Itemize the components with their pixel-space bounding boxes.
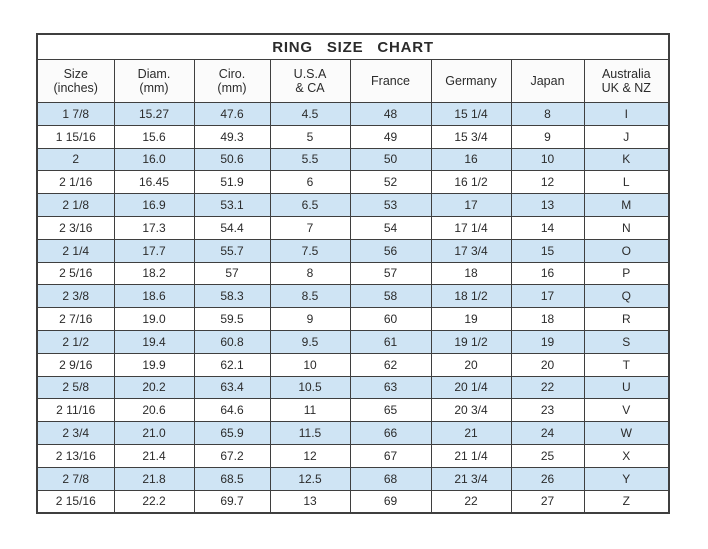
- table-cell-diam-mm: 18.6: [114, 285, 194, 308]
- table-cell-germany: 16 1/2: [431, 171, 511, 194]
- table-cell-germany: 20 1/4: [431, 376, 511, 399]
- table-cell-usa-ca: 7: [270, 216, 350, 239]
- table-cell-usa-ca: 8: [270, 262, 350, 285]
- table-cell-australia-uk-nz: Q: [584, 285, 669, 308]
- table-cell-germany: 17 1/4: [431, 216, 511, 239]
- table-cell-australia-uk-nz: M: [584, 194, 669, 217]
- table-row: [37, 125, 669, 148]
- table-cell-ciro-mm: 49.3: [194, 125, 270, 148]
- table-cell-size-inches: 2 3/8: [37, 285, 114, 308]
- table-cell-ciro-mm: 58.3: [194, 285, 270, 308]
- table-cell-size-inches: 2 9/16: [37, 353, 114, 376]
- table-cell-japan: 16: [511, 262, 584, 285]
- table-cell-diam-mm: 15.27: [114, 103, 194, 126]
- column-header-diam-mm: Diam. (mm): [114, 60, 194, 103]
- table-cell-usa-ca: 7.5: [270, 239, 350, 262]
- table-cell-japan: 9: [511, 125, 584, 148]
- table-cell-germany: 20: [431, 353, 511, 376]
- table-cell-usa-ca: 5: [270, 125, 350, 148]
- table-cell-size-inches: 2: [37, 148, 114, 171]
- table-cell-australia-uk-nz: X: [584, 444, 669, 467]
- table-cell-france: 57: [350, 262, 431, 285]
- table-cell-size-inches: 2 1/4: [37, 239, 114, 262]
- table-cell-japan: 15: [511, 239, 584, 262]
- table-cell-usa-ca: 5.5: [270, 148, 350, 171]
- table-cell-size-inches: 2 3/16: [37, 216, 114, 239]
- table-cell-australia-uk-nz: U: [584, 376, 669, 399]
- page-title: RING SIZE CHART: [37, 34, 669, 60]
- table-cell-usa-ca: 12.5: [270, 467, 350, 490]
- table-cell-diam-mm: 19.9: [114, 353, 194, 376]
- table-cell-size-inches: 2 5/16: [37, 262, 114, 285]
- table-cell-size-inches: 1 15/16: [37, 125, 114, 148]
- table-cell-usa-ca: 11.5: [270, 422, 350, 445]
- table-title-row: [37, 34, 669, 60]
- table-row: [37, 330, 669, 353]
- table-cell-diam-mm: 19.4: [114, 330, 194, 353]
- table-cell-france: 53: [350, 194, 431, 217]
- table-row: [37, 194, 669, 217]
- table-cell-japan: 18: [511, 308, 584, 331]
- table-cell-germany: 21 1/4: [431, 444, 511, 467]
- table-row: [37, 376, 669, 399]
- table-cell-australia-uk-nz: Y: [584, 467, 669, 490]
- table-cell-japan: 23: [511, 399, 584, 422]
- table-row: [37, 285, 669, 308]
- table-row: [37, 308, 669, 331]
- table-cell-diam-mm: 18.2: [114, 262, 194, 285]
- table-row: [37, 148, 669, 171]
- table-cell-france: 50: [350, 148, 431, 171]
- table-cell-usa-ca: 4.5: [270, 103, 350, 126]
- table-cell-germany: 19 1/2: [431, 330, 511, 353]
- table-cell-japan: 14: [511, 216, 584, 239]
- table-cell-japan: 25: [511, 444, 584, 467]
- table-cell-germany: 21 3/4: [431, 467, 511, 490]
- table-cell-japan: 19: [511, 330, 584, 353]
- table-cell-diam-mm: 19.0: [114, 308, 194, 331]
- table-cell-germany: 18 1/2: [431, 285, 511, 308]
- table-cell-usa-ca: 10.5: [270, 376, 350, 399]
- table-cell-usa-ca: 6.5: [270, 194, 350, 217]
- table-cell-usa-ca: 10: [270, 353, 350, 376]
- table-row: [37, 216, 669, 239]
- table-cell-germany: 20 3/4: [431, 399, 511, 422]
- table-cell-france: 63: [350, 376, 431, 399]
- table-cell-diam-mm: 21.4: [114, 444, 194, 467]
- table-cell-diam-mm: 16.0: [114, 148, 194, 171]
- table-cell-size-inches: 2 1/8: [37, 194, 114, 217]
- table-cell-usa-ca: 6: [270, 171, 350, 194]
- table-cell-japan: 13: [511, 194, 584, 217]
- table-cell-size-inches: 2 3/4: [37, 422, 114, 445]
- table-header-row: [37, 60, 669, 103]
- table-cell-australia-uk-nz: R: [584, 308, 669, 331]
- table-row: [37, 103, 669, 126]
- table-cell-ciro-mm: 67.2: [194, 444, 270, 467]
- table-cell-japan: 27: [511, 490, 584, 513]
- table-cell-germany: 15 1/4: [431, 103, 511, 126]
- table-cell-france: 62: [350, 353, 431, 376]
- column-header-usa-ca: U.S.A & CA: [270, 60, 350, 103]
- table-cell-diam-mm: 21.0: [114, 422, 194, 445]
- table-row: [37, 422, 669, 445]
- table-cell-ciro-mm: 60.8: [194, 330, 270, 353]
- table-cell-australia-uk-nz: T: [584, 353, 669, 376]
- table-row: [37, 444, 669, 467]
- table-cell-ciro-mm: 62.1: [194, 353, 270, 376]
- table-cell-ciro-mm: 65.9: [194, 422, 270, 445]
- table-cell-australia-uk-nz: I: [584, 103, 669, 126]
- table-cell-france: 61: [350, 330, 431, 353]
- table-cell-ciro-mm: 55.7: [194, 239, 270, 262]
- table-cell-japan: 8: [511, 103, 584, 126]
- table-cell-ciro-mm: 59.5: [194, 308, 270, 331]
- table-cell-france: 52: [350, 171, 431, 194]
- table-cell-germany: 16: [431, 148, 511, 171]
- table-cell-size-inches: 2 1/16: [37, 171, 114, 194]
- table-cell-ciro-mm: 69.7: [194, 490, 270, 513]
- table-cell-ciro-mm: 57: [194, 262, 270, 285]
- table-cell-japan: 12: [511, 171, 584, 194]
- table-row: [37, 262, 669, 285]
- table-row: [37, 490, 669, 513]
- table-cell-size-inches: 2 15/16: [37, 490, 114, 513]
- column-header-size-inches: Size (inches): [37, 60, 114, 103]
- table-row: [37, 239, 669, 262]
- table-cell-australia-uk-nz: P: [584, 262, 669, 285]
- table-cell-size-inches: 2 5/8: [37, 376, 114, 399]
- table-cell-size-inches: 2 11/16: [37, 399, 114, 422]
- table-cell-france: 54: [350, 216, 431, 239]
- table-cell-germany: 17 3/4: [431, 239, 511, 262]
- table-cell-size-inches: 2 7/8: [37, 467, 114, 490]
- table-cell-australia-uk-nz: N: [584, 216, 669, 239]
- table-cell-usa-ca: 8.5: [270, 285, 350, 308]
- table-cell-france: 60: [350, 308, 431, 331]
- table-cell-diam-mm: 20.2: [114, 376, 194, 399]
- table-cell-japan: 17: [511, 285, 584, 308]
- column-header-australia-uk-nz: Australia UK & NZ: [584, 60, 669, 103]
- table-cell-diam-mm: 17.7: [114, 239, 194, 262]
- table-cell-france: 65: [350, 399, 431, 422]
- table-cell-australia-uk-nz: O: [584, 239, 669, 262]
- table-cell-japan: 22: [511, 376, 584, 399]
- table-cell-diam-mm: 22.2: [114, 490, 194, 513]
- table-cell-size-inches: 2 1/2: [37, 330, 114, 353]
- ring-size-table: [36, 33, 670, 514]
- table-cell-ciro-mm: 54.4: [194, 216, 270, 239]
- table-cell-ciro-mm: 51.9: [194, 171, 270, 194]
- column-header-ciro-mm: Ciro. (mm): [194, 60, 270, 103]
- table-cell-diam-mm: 16.45: [114, 171, 194, 194]
- column-header-germany: Germany: [431, 60, 511, 103]
- table-cell-germany: 15 3/4: [431, 125, 511, 148]
- table-cell-germany: 18: [431, 262, 511, 285]
- table-cell-ciro-mm: 63.4: [194, 376, 270, 399]
- table-cell-australia-uk-nz: Z: [584, 490, 669, 513]
- table-cell-ciro-mm: 47.6: [194, 103, 270, 126]
- table-row: [37, 353, 669, 376]
- table-cell-size-inches: 2 7/16: [37, 308, 114, 331]
- table-cell-france: 68: [350, 467, 431, 490]
- table-cell-france: 56: [350, 239, 431, 262]
- table-cell-australia-uk-nz: L: [584, 171, 669, 194]
- table-cell-ciro-mm: 64.6: [194, 399, 270, 422]
- table-body: [37, 103, 669, 514]
- table-cell-ciro-mm: 53.1: [194, 194, 270, 217]
- table-cell-germany: 22: [431, 490, 511, 513]
- table-cell-france: 67: [350, 444, 431, 467]
- table-cell-australia-uk-nz: S: [584, 330, 669, 353]
- table-cell-france: 58: [350, 285, 431, 308]
- table-cell-australia-uk-nz: K: [584, 148, 669, 171]
- table-cell-ciro-mm: 50.6: [194, 148, 270, 171]
- table-cell-france: 49: [350, 125, 431, 148]
- table-cell-australia-uk-nz: W: [584, 422, 669, 445]
- table-cell-germany: 17: [431, 194, 511, 217]
- table-cell-ciro-mm: 68.5: [194, 467, 270, 490]
- table-cell-japan: 20: [511, 353, 584, 376]
- table-cell-usa-ca: 13: [270, 490, 350, 513]
- table-cell-usa-ca: 11: [270, 399, 350, 422]
- table-cell-germany: 21: [431, 422, 511, 445]
- table-row: [37, 467, 669, 490]
- table-cell-diam-mm: 21.8: [114, 467, 194, 490]
- table-cell-australia-uk-nz: V: [584, 399, 669, 422]
- table-cell-diam-mm: 16.9: [114, 194, 194, 217]
- table-cell-australia-uk-nz: J: [584, 125, 669, 148]
- table-cell-diam-mm: 20.6: [114, 399, 194, 422]
- table-cell-size-inches: 2 13/16: [37, 444, 114, 467]
- table-row: [37, 399, 669, 422]
- table-cell-germany: 19: [431, 308, 511, 331]
- table-cell-japan: 10: [511, 148, 584, 171]
- column-header-france: France: [350, 60, 431, 103]
- table-cell-japan: 26: [511, 467, 584, 490]
- table-cell-france: 66: [350, 422, 431, 445]
- table-cell-france: 48: [350, 103, 431, 126]
- table-cell-usa-ca: 9: [270, 308, 350, 331]
- table-row: [37, 171, 669, 194]
- table-cell-size-inches: 1 7/8: [37, 103, 114, 126]
- table-cell-diam-mm: 17.3: [114, 216, 194, 239]
- table-cell-diam-mm: 15.6: [114, 125, 194, 148]
- table-cell-usa-ca: 9.5: [270, 330, 350, 353]
- column-header-japan: Japan: [511, 60, 584, 103]
- table-cell-japan: 24: [511, 422, 584, 445]
- table-cell-france: 69: [350, 490, 431, 513]
- table-cell-usa-ca: 12: [270, 444, 350, 467]
